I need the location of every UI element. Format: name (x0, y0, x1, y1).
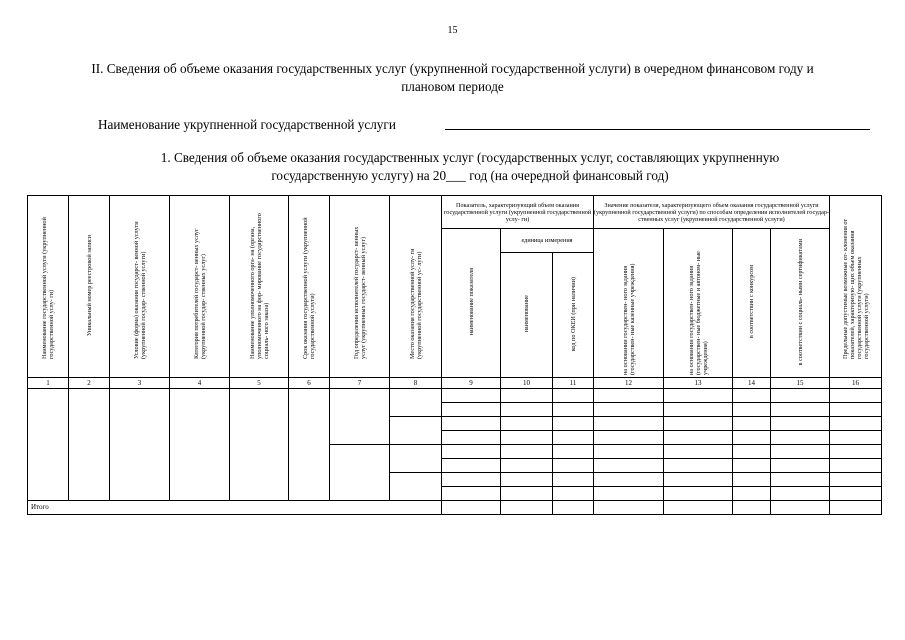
header-state-task-budget: на основании государствен- ного задания (государствен- ные бюджетные и автоном- ные учреждения) (664, 229, 733, 378)
column-number: 2 (69, 378, 110, 389)
subsection-title (90, 149, 850, 185)
total-cell[interactable] (442, 501, 501, 515)
header-term: Срок оказания государственной услуги (укрупненной государственной услуги) (289, 196, 330, 378)
column-number: 6 (289, 378, 330, 389)
table-cell[interactable] (553, 473, 594, 487)
table-cell[interactable] (390, 417, 442, 445)
table-cell[interactable] (594, 431, 664, 445)
column-number: 13 (664, 378, 733, 389)
table-cell[interactable] (442, 417, 501, 431)
table-cell[interactable] (594, 403, 664, 417)
column-number: 11 (553, 378, 594, 389)
total-cell[interactable] (733, 501, 771, 515)
column-number: 8 (390, 378, 442, 389)
table-cell[interactable] (594, 445, 664, 459)
total-cell[interactable] (664, 501, 733, 515)
table-cell[interactable] (733, 403, 771, 417)
table-cell[interactable] (330, 389, 390, 445)
table-cell[interactable] (330, 445, 390, 501)
header-competition: в соответствии с конкурсом (733, 229, 771, 378)
header-condition: Условие (форма) оказания государст- венной услуги (укрупненной государ- ственной услуги) (110, 196, 170, 378)
table-cell[interactable] (553, 459, 594, 473)
table-cell[interactable] (733, 445, 771, 459)
table-cell[interactable] (664, 417, 733, 431)
table-cell[interactable] (771, 431, 830, 445)
table-cell[interactable] (771, 417, 830, 431)
table-cell[interactable] (771, 473, 830, 487)
header-registry-number: Уникальный номер реестровой записи (69, 196, 110, 378)
table-cell[interactable] (28, 389, 69, 501)
total-label: Итого (28, 501, 442, 515)
table-cell[interactable] (771, 445, 830, 459)
table-cell[interactable] (170, 389, 230, 501)
column-number: 14 (733, 378, 771, 389)
table-cell[interactable] (594, 389, 664, 403)
header-service-name: Наименование государственной услуги (укрупненной государственной услу- ги) (28, 196, 69, 378)
table-cell[interactable] (289, 389, 330, 501)
table-cell[interactable] (442, 445, 501, 459)
subsection-title-line1: 1. Сведения об объеме оказания государственных услуг (государственных услуг, составляющих укрупненную (160, 150, 780, 165)
table-cell[interactable] (733, 389, 771, 403)
table-cell[interactable] (830, 403, 882, 417)
total-cell[interactable] (830, 501, 882, 515)
column-number: 15 (771, 378, 830, 389)
table-cell[interactable] (830, 473, 882, 487)
header-deviation: Предельные допустимые возможные от- клонения от показателей, характеризую- щих объем оказания государственной услуги (укрупненных государственной услуги) (830, 196, 882, 378)
total-cell[interactable] (594, 501, 664, 515)
section-title-line1: II. Сведения об объеме оказания государственных услуг (укрупненной государственной услуги) в очередном финансовом году и (91, 61, 814, 76)
table-cell[interactable] (501, 431, 553, 445)
table-cell[interactable] (733, 431, 771, 445)
subsection-title-line2: государственную услугу) на 20___ год (на очередной финансовый год) (271, 168, 669, 183)
table-cell[interactable] (771, 403, 830, 417)
table-cell[interactable] (442, 459, 501, 473)
table-cell[interactable] (733, 459, 771, 473)
table-cell[interactable] (501, 389, 553, 403)
table-cell[interactable] (390, 445, 442, 473)
column-number: 7 (330, 378, 390, 389)
column-number: 9 (442, 378, 501, 389)
table-cell[interactable] (664, 403, 733, 417)
table-cell[interactable] (594, 417, 664, 431)
table-cell[interactable] (230, 389, 289, 501)
table-cell[interactable] (110, 389, 170, 501)
table-cell[interactable] (664, 473, 733, 487)
table-cell[interactable] (390, 473, 442, 501)
page-number: 15 (447, 25, 458, 36)
table-cell[interactable] (501, 487, 553, 501)
header-social-certificates: в соответствии с социаль- ными сертификатами (771, 229, 830, 378)
table-cell[interactable] (442, 389, 501, 403)
service-name-blank[interactable] (445, 129, 870, 130)
header-unit-group: единица измерения (501, 229, 594, 253)
table-cell[interactable] (501, 417, 553, 431)
header-okei-code: код по ОКЕИ (при наличии) (553, 253, 594, 378)
header-authority: Наименование уполномоченного орга- на (органа, уполномоченного на фор- мирование государственного социаль- ного заказа) (230, 196, 289, 378)
table-cell[interactable] (830, 417, 882, 431)
table-cell[interactable] (501, 403, 553, 417)
total-cell[interactable] (553, 501, 594, 515)
table-cell[interactable] (771, 389, 830, 403)
table-cell[interactable] (442, 431, 501, 445)
column-number: 16 (830, 378, 882, 389)
service-name-label: Наименование укрупненной государственной услуги (98, 117, 396, 132)
table-cell[interactable] (594, 487, 664, 501)
column-number: 5 (230, 378, 289, 389)
header-indicator-group: Показатель, характеризующий объем оказания государственной услуги (укрупненной государственной услу- ги) (442, 196, 594, 229)
table-cell[interactable] (501, 445, 553, 459)
header-unit-name: наименование (501, 253, 553, 378)
table-cell[interactable] (830, 459, 882, 473)
header-state-task-kazennye: на основании государствен- ного задания (государствен- ные казенные учреждения) (594, 229, 664, 378)
column-number: 12 (594, 378, 664, 389)
table-cell[interactable] (733, 417, 771, 431)
table-cell[interactable] (442, 403, 501, 417)
table-cell[interactable] (501, 473, 553, 487)
table-cell[interactable] (664, 431, 733, 445)
table-cell[interactable] (553, 431, 594, 445)
header-place: Место оказания государственной услу- ги (укрупненной государственной ус- луги) (390, 196, 442, 378)
volume-table (27, 195, 882, 515)
table-cell[interactable] (442, 487, 501, 501)
table-cell[interactable] (733, 473, 771, 487)
table-cell[interactable] (664, 445, 733, 459)
table-cell[interactable] (830, 445, 882, 459)
table-cell[interactable] (830, 487, 882, 501)
header-consumer-category: Категория потребителей государст- венных услуг (укрупненной государ- ственных услуг) (170, 196, 230, 378)
column-number: 10 (501, 378, 553, 389)
table-cell[interactable] (594, 459, 664, 473)
table-cell[interactable] (830, 389, 882, 403)
column-number: 3 (110, 378, 170, 389)
table-cell[interactable] (553, 445, 594, 459)
table-cell[interactable] (390, 389, 442, 417)
table-cell[interactable] (553, 487, 594, 501)
table-cell[interactable] (771, 487, 830, 501)
table-cell[interactable] (553, 389, 594, 403)
table-cell[interactable] (69, 389, 110, 501)
header-indicator-name: наименование показателя (442, 229, 501, 378)
section-title (30, 60, 875, 96)
header-value-group: Значение показателя, характеризующего объем оказания государственной услуги (укрупненной государственной услуги) по способам определения исполнителей государ- ственных услуг (укрупненной государственной услуги) (594, 196, 830, 229)
table-cell[interactable] (553, 417, 594, 431)
column-number: 4 (170, 378, 230, 389)
table-cell[interactable] (830, 431, 882, 445)
total-cell[interactable] (771, 501, 830, 515)
header-year: Год определения исполнителей государст- венных услуг (укрупненных государст- венный услуг) (330, 196, 390, 378)
table-cell[interactable] (664, 389, 733, 403)
table-cell[interactable] (594, 473, 664, 487)
table-cell[interactable] (771, 459, 830, 473)
table-cell[interactable] (442, 473, 501, 487)
column-number: 1 (28, 378, 69, 389)
total-cell[interactable] (501, 501, 553, 515)
table-cell[interactable] (733, 487, 771, 501)
table-cell[interactable] (553, 403, 594, 417)
table-cell[interactable] (501, 459, 553, 473)
section-title-line2: плановом периоде (401, 79, 504, 94)
table-cell[interactable] (664, 487, 733, 501)
table-cell[interactable] (664, 459, 733, 473)
